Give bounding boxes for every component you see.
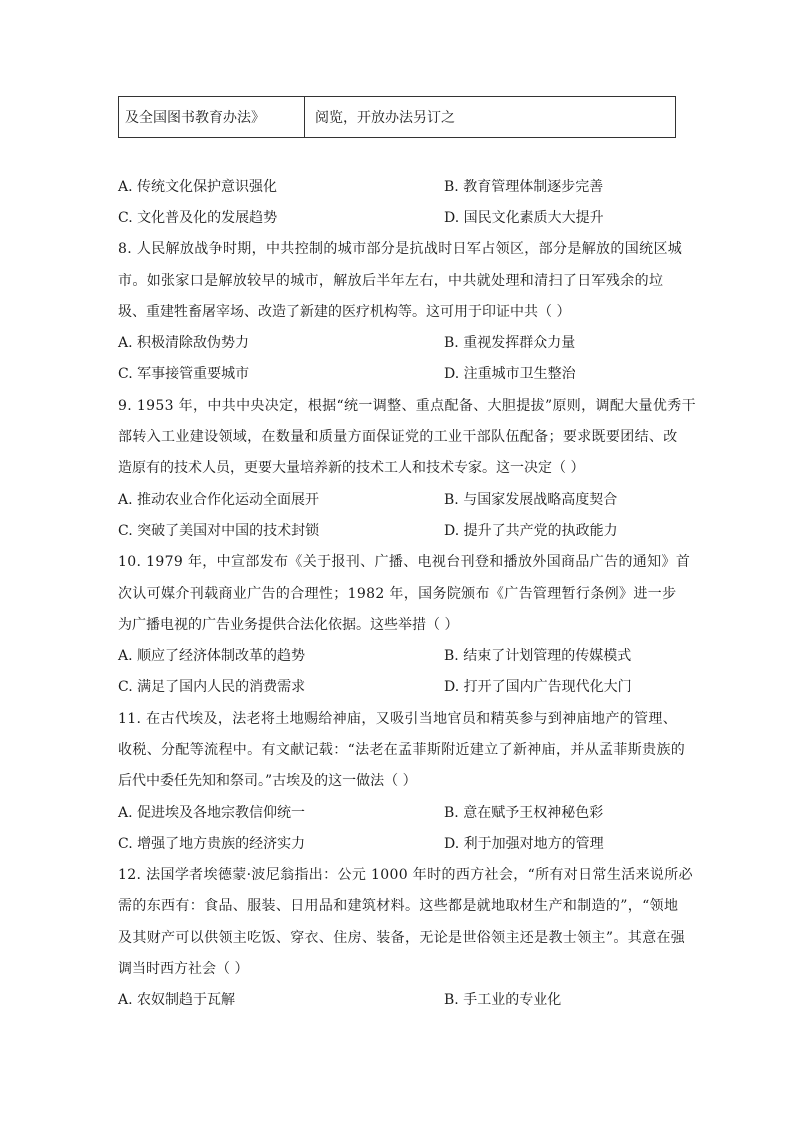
q9-option-c: C. 突破了美国对中国的技术封锁	[118, 522, 320, 539]
q11-option-b: B. 意在赋予王权神秘色彩	[444, 804, 604, 821]
q8-options-row-1	[118, 326, 678, 357]
q12-stem-line: 调当时西方社会（ ）	[118, 961, 249, 978]
q10-options-row-1	[118, 639, 678, 670]
q10-option-d: D. 打开了国内广告现代化大门	[444, 679, 632, 696]
info-table	[118, 96, 676, 138]
q10-option-b: B. 结束了计划管理的传媒模式	[444, 648, 632, 665]
q9-stem-line: 造原有的技术人员，更要大量培养新的技术工人和技术专家。这一决定（ ）	[118, 460, 585, 477]
q8-option-b: B. 重视发挥群众力量	[444, 335, 576, 352]
q11-options-row-1	[118, 796, 678, 827]
q8-option-d: D. 注重城市卫生整治	[444, 366, 576, 383]
q12-stem-line: 12. 法国学者埃德蒙·波尼翁指出：公元 1000 年时的西方社会，“所有对日常生活来说所必	[118, 867, 693, 884]
q9-options-row-1	[118, 483, 678, 514]
q9-option-b: B. 与国家发展战略高度契合	[444, 491, 618, 508]
q12-option-a: A. 农奴制趋于瓦解	[118, 992, 236, 1009]
q11-option-a: A. 促进埃及各地宗教信仰统一	[118, 804, 306, 821]
q7-option-b: B. 教育管理体制逐步完善	[444, 178, 604, 195]
table-row	[119, 97, 676, 138]
q8-stem-line: 市。如张家口是解放较早的城市，解放后半年左右，中共就处理和清扫了日军残余的垃	[118, 272, 664, 289]
q11-options-row-2	[118, 827, 678, 858]
table-cell-left: 及全国图书教育办法》	[119, 97, 305, 138]
q10-options-row-2	[118, 671, 678, 702]
q12-option-b: B. 手工业的专业化	[444, 992, 562, 1009]
q8-stem-line: 圾、重建牲畜屠宰场、改造了新建的医疗机构等。这可用于印证中共（ ）	[118, 303, 571, 320]
q10-stem-line: 次认可媒介刊载商业广告的合理性；1982 年，国务院颁布《广告管理暂行条例》进一步	[118, 585, 677, 602]
q9-option-d: D. 提升了共产党的执政能力	[444, 522, 618, 539]
q10-option-a: A. 顺应了经济体制改革的趋势	[118, 648, 306, 665]
questions-content	[118, 170, 696, 1015]
q8-stem-line: 8. 人民解放战争时期，中共控制的城市部分是抗战时日军占领区，部分是解放的国统区城	[118, 241, 683, 258]
q11-option-c: C. 增强了地方贵族的经济实力	[118, 835, 306, 852]
q12-stem-line: 需的东西有：食品、服装、日用品和建筑材料。这些都是就地取材生产和制造的”，“领地	[118, 898, 679, 915]
q10-option-c: C. 满足了国内人民的消费需求	[118, 679, 306, 696]
q7-option-d: D. 国民文化素质大大提升	[444, 209, 604, 226]
q9-stem-line: 部转入工业建设领域，在数量和质量方面保证党的工业干部队伍配备；要求既要团结、改	[118, 429, 678, 446]
q9-option-a: A. 推动农业合作化运动全面展开	[118, 491, 320, 508]
q11-stem-line: 11. 在古代埃及，法老将土地赐给神庙，又吸引当地官员和精英参与到神庙地产的管理、	[118, 710, 678, 727]
q9-options-row-2	[118, 514, 678, 545]
q8-options-row-2	[118, 358, 678, 389]
table-cell-right: 阅览，开放办法另订之	[305, 97, 676, 138]
q11-stem-line: 收税、分配等流程中。有文献记载：“法老在孟菲斯附近建立了新神庙，并从孟菲斯贵族的	[118, 741, 686, 758]
q12-options-row-1	[118, 984, 678, 1015]
q7-options-row-1	[118, 170, 678, 201]
q12-stem-line: 及其财产可以供领主吃饭、穿衣、住房、装备，无论是世俗领主还是教士领主”。其意在强	[118, 929, 686, 946]
q8-option-a: A. 积极清除敌伪势力	[118, 335, 250, 352]
q10-stem-line: 10. 1979 年，中宣部发布《关于报刊、广播、电视台刊登和播放外国商品广告的通知》首	[118, 554, 691, 571]
q10-stem-line: 为广播电视的广告业务提供合法化依据。这些举措（ ）	[118, 616, 459, 633]
q7-options-row-2	[118, 201, 678, 232]
q8-option-c: C. 军事接管重要城市	[118, 366, 250, 383]
q9-stem-line: 9. 1953 年，中共中央决定，根据“统一调整、重点配备、大胆提拔”原则，调配大量优秀干	[118, 397, 696, 414]
q11-stem-line: 后代中委任先知和祭司。”古埃及的这一做法（ ）	[118, 773, 417, 790]
q11-option-d: D. 利于加强对地方的管理	[444, 835, 604, 852]
q7-option-c: C. 文化普及化的发展趋势	[118, 209, 278, 226]
q7-option-a: A. 传统文化保护意识强化	[118, 178, 278, 195]
